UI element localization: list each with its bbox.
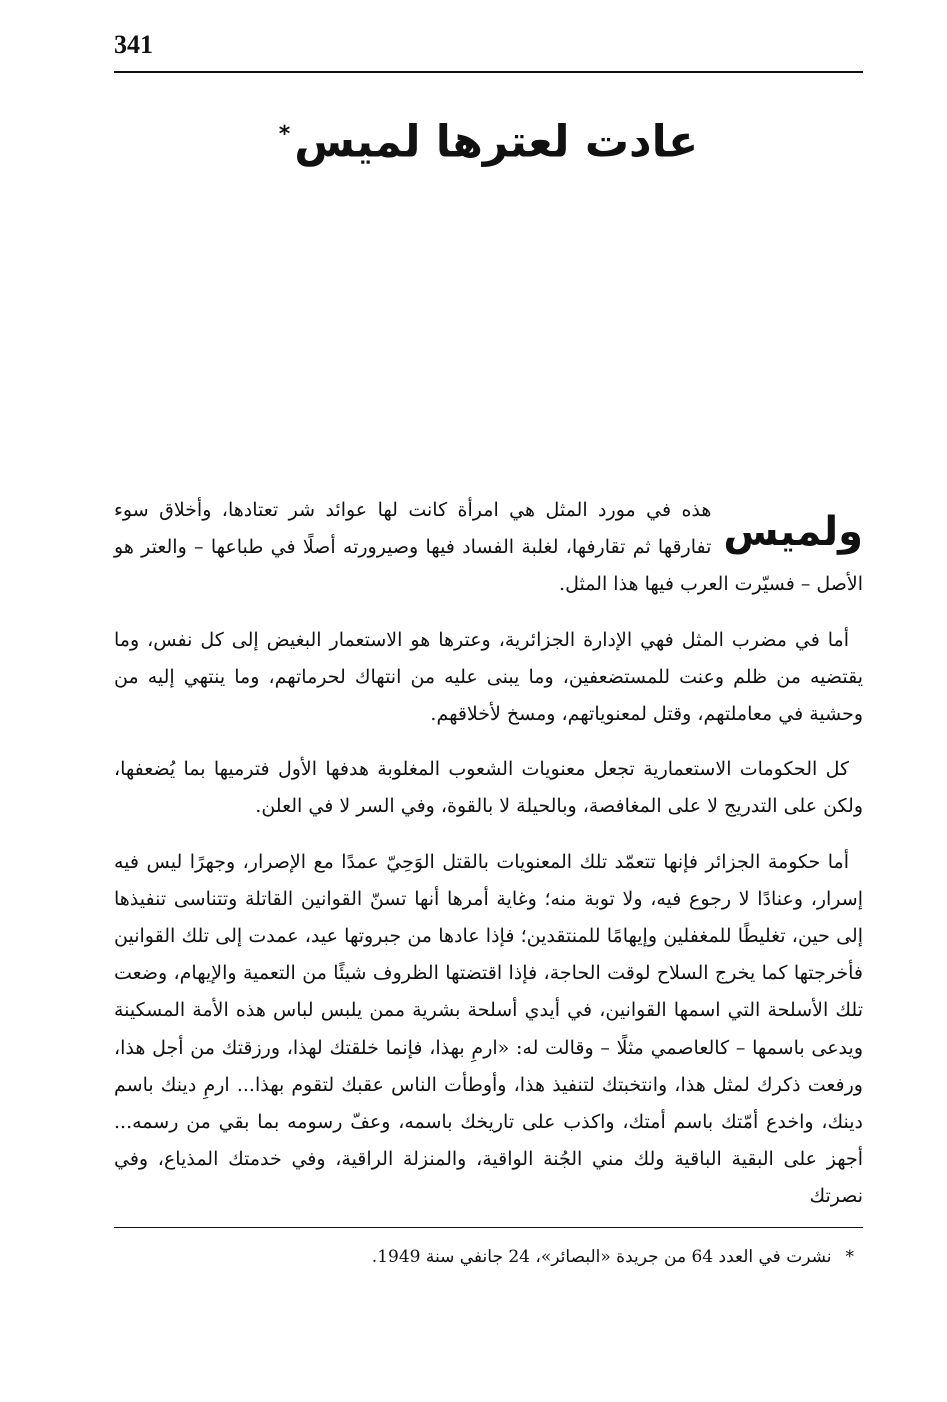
footnote-mark: *	[845, 1247, 854, 1267]
article-body	[114, 492, 863, 1234]
paragraph-4: أما حكومة الجزائر فإنها تتعمّد تلك المعنويات بالقتل الوَحِيّ عمدًا مع الإصرار، وجهرًا ليس فيه إسرار، وعنادًا لا رجوع فيه، ولا توبة منه؛ وغاية أمرها أنها تسنّ القوانين القاتلة وتتناسى تنفيذها إلى حين، تغليطًا للمغفلين وإيهامًا للمنتقدين؛ فإذا عادها من جبروتها عيد، عمدت إلى تلك القوانين فأخرجتها كما يخرج السلاح لوقت الحاجة، فإذا اقتضتها الظروف شيئًا من التعمية والإيهام، وضعت تلك الأسلحة التي اسمها القوانين، في أيدي أسلحة بشرية ممن يلبس لباس هذه الأمة المسكينة ويدعى باسمها – كالعاصمي مثلًا – وقالت له: «ارمِ بهذا، فإنما خلقتك لهذا، ورزقتك من أجل هذا، ورفعت ذكرك لمثل هذا، وانتخبتك لتنفيذ هذا، وأوطأت الناس عقبك لتقوم بهذا... ارمِ دينك باسم دينك، واخدع أمّتك باسم أمتك، واكذب على تاريخك باسمه، وعفّ رسومه بما بقي من رسمه... أجهز على البقية الباقية ولك مني الجُنة الواقية، والمنزلة الراقية، وفي خدمتك المذياع، وفي نصرتك	[114, 850, 863, 1208]
paragraph-1: هذه في مورد المثل هي امرأة كانت لها عوائد شر تعتادها، وأخلاق سوء تفارقها ثم تقارفها، لغلبة الفساد فيها وصيرورته أصلًا في طباعها – والعتر هو الأصل – فسيّرت العرب فيها هذا المثل.	[114, 499, 863, 596]
paragraph-3: كل الحكومات الاستعمارية تجعل معنويات الشعوب المغلوبة هدفها الأول فترميها بما يُضعفها، ولكن على التدريج لا على المغافصة، وبالحيلة لا بالقوة، وفي السر لا في العلن.	[114, 758, 863, 818]
footnote-rule	[114, 1227, 863, 1228]
footnote-text: نشرت في العدد 64 من جريدة «البصائر»، 24 جانفي سنة 1949.	[371, 1247, 832, 1267]
lead-word: ولميس	[723, 509, 863, 555]
header-rule	[114, 71, 863, 73]
title-footnote-mark: *	[278, 122, 291, 147]
paragraph-2: أما في مضرب المثل فهي الإدارة الجزائرية، وعترها هو الاستعمار البغيض إلى كل نفس، وما يقتضيه من ظلم وعنت للمستضعفين، وما يبنى عليه من انتهاك لحرماتهم، وما ينتهي إليه من وحشية في معاملتهم، وقتل لمعنوياتهم، ومسخ لأخلاقهم.	[114, 628, 863, 726]
title-text: عادت لعترها لميس	[294, 116, 699, 168]
page-title	[114, 105, 863, 173]
page-number: 341	[114, 30, 153, 59]
footnote	[114, 1244, 854, 1270]
